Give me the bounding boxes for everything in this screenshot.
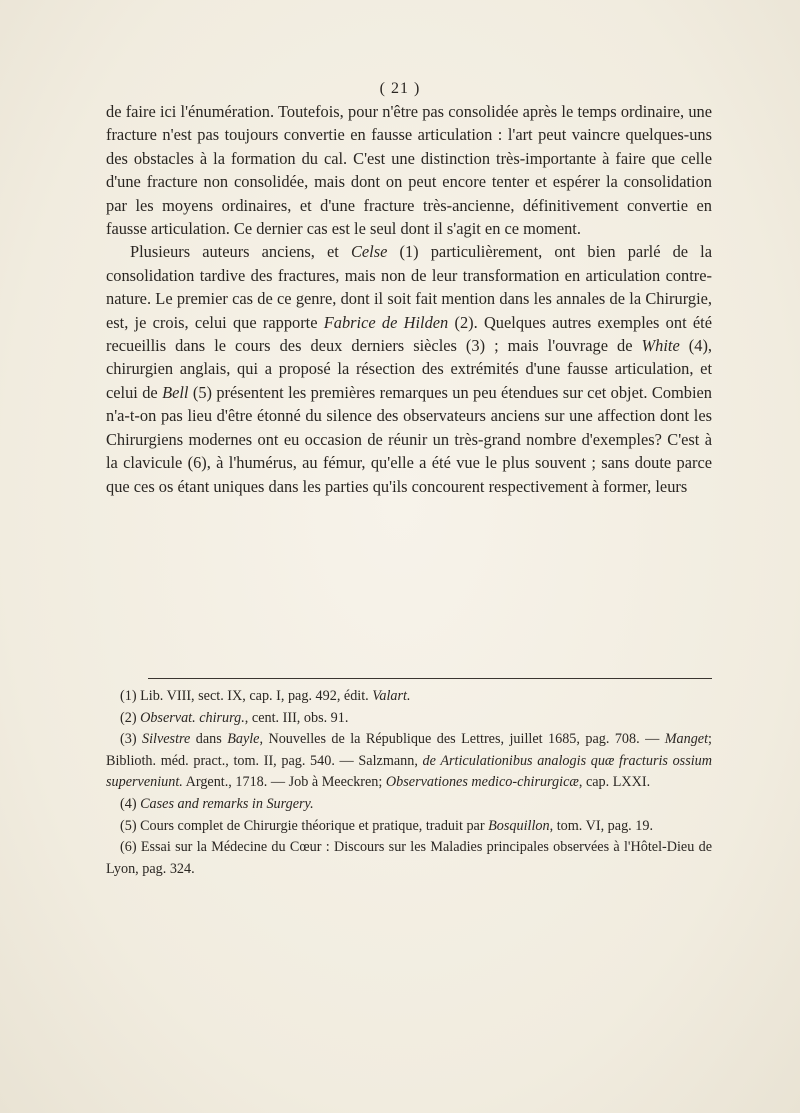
footnote-1 xyxy=(106,686,712,708)
footnote-2 xyxy=(106,708,712,730)
footnote-3-italic-c: Manget xyxy=(664,731,709,748)
footnote-3-italic-a: Silvestre xyxy=(141,731,191,748)
footnote-1-text: (1) Lib. VIII, sect. IX, cap. I, pag. 492, édit. xyxy=(120,688,373,704)
footnote-2-italic: Observat. chirurg. xyxy=(140,709,245,726)
footnote-3-text-e: Argent., 1718. — Job à Meeckren; xyxy=(182,774,386,791)
author-name-celse: Celse xyxy=(350,242,388,262)
author-name-fabrice: Fabrice de Hilden xyxy=(323,312,449,332)
footnote-3-text-d: ; Biblioth. méd. pract., tom. II, pag. 540. — Salzmann, xyxy=(106,731,712,769)
page-number: ( 21 ) xyxy=(379,80,421,97)
paragraph-1 xyxy=(106,100,712,240)
footnote-3-italic-e: Observationes medico-chirurgicæ xyxy=(385,774,579,791)
footnote-2-text-a: (2) xyxy=(120,709,141,726)
paragraph-2-text-b: (1) particulièrement, ont bien parlé de la consolidation tardive des fractures, mais non de leur transformation en articulation contre-nature. Le premier cas de ce genre, dont il soit fait mention dans les annales de la Chirurgie, est, je crois, celui que rapporte xyxy=(106,242,712,332)
footnote-5-text-b: , tom. VI, pag. 19. xyxy=(549,817,653,834)
footnote-3-italic-d: de Articulationibus analogis quæ fracturis ossium superveniunt. xyxy=(106,752,712,791)
footnote-divider xyxy=(148,678,712,679)
footnote-1-italic: Valart. xyxy=(372,688,411,704)
main-text xyxy=(106,100,712,498)
paragraph-1-text: de faire ici l'énumération. Toutefois, pour n'être pas consolidée après le temps ordinaire, une fracture n'est pas toujours convertie en fausse articulation : l'art peut vaincre quelques-uns des obstacles à la formation du cal. C'est une distinction très-importante à faire que celle d'une fracture non consolidée, mais dont on peut encore tenter et espérer la consolidation par les moyens ordinaires, et d'une fracture très-ancienne, définitivement convertie en fausse articulation. Ce dernier cas est le seul dont il s'agit en ce moment. xyxy=(106,102,712,239)
footnote-3-text-a: (3) xyxy=(120,731,142,748)
footnote-5 xyxy=(106,816,712,838)
footnote-4-text: (4) xyxy=(120,795,141,812)
footnote-4-italic: Cases and remarks in Surgery. xyxy=(140,795,314,812)
footnote-3-text-b: dans xyxy=(190,731,228,748)
paragraph-2-text-d: (4), chirurgien anglais, qui a proposé la résection des extrémités d'une fausse articulation, et celui de xyxy=(106,336,712,402)
paragraph-2-text-a: Plusieurs auteurs anciens, et xyxy=(130,242,351,262)
footnote-6-text: (6) Essai sur la Médecine du Cœur : Discours sur les Maladies principales observées à l'Hôtel-Dieu de Lyon, pag. 324. xyxy=(106,839,712,877)
footnote-3 xyxy=(106,729,712,794)
author-name-white: White xyxy=(641,336,680,356)
footnote-3-text-c: , Nouvelles de la République des Lettres, juillet 1685, pag. 708. — xyxy=(259,731,665,748)
footnote-2-text-b: , cent. III, obs. 91. xyxy=(244,709,349,726)
footnote-4 xyxy=(106,794,712,816)
paragraph-2-text-c: (2). Quelques autres exemples ont été recueillis dans le cours des deux derniers siècles (3) ; mais l'ouvrage de xyxy=(106,312,712,356)
footnote-5-text-a: (5) Cours complet de Chirurgie théorique et pratique, traduit par xyxy=(120,817,489,834)
footnote-6 xyxy=(106,837,712,880)
footnote-3-text-f: , cap. LXXI. xyxy=(578,774,651,791)
author-name-bell: Bell xyxy=(162,382,189,402)
footnotes xyxy=(106,686,712,880)
paragraph-2 xyxy=(106,240,712,497)
footnote-5-italic: Bosquillon xyxy=(488,817,550,834)
paragraph-2-text-e: (5) présentent les premières remarques un peu étendues sur cet objet. Combien n'a-t-on pas lieu d'être étonné du silence des observateurs anciens sur une affection dont les Chirurgiens modernes ont eu occasion de réunir un très-grand nombre d'exemples? C'est à la clavicule (6), à l'humérus, au fémur, qu'elle a été vue le plus souvent ; sans doute parce que ces os étant uniques dans les parties qu'ils concourent respectivement à former, leurs xyxy=(106,382,712,496)
footnote-3-italic-b: Bayle xyxy=(227,731,260,748)
